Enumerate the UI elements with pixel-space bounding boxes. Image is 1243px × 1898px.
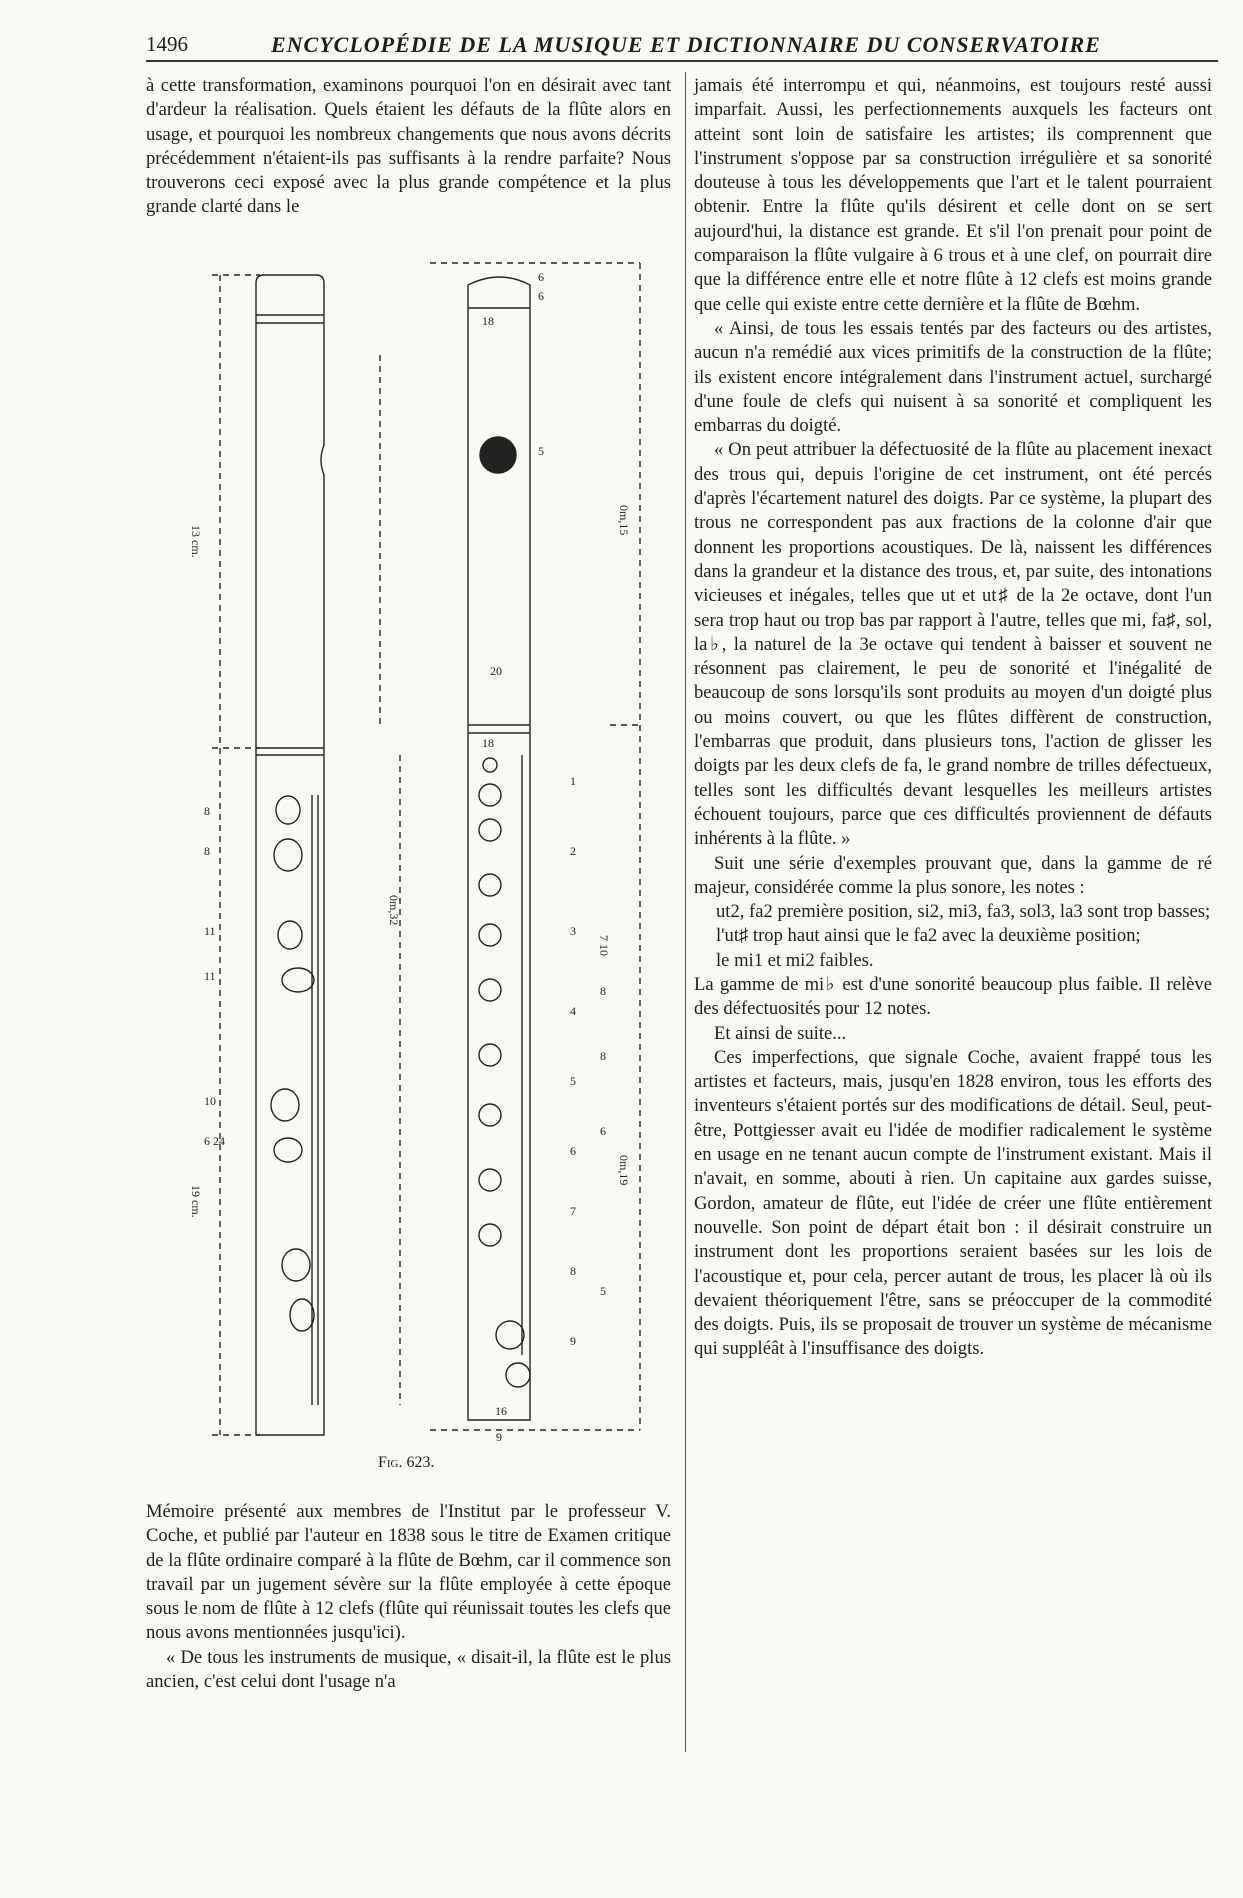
dimension-label: 10	[204, 1094, 216, 1108]
paragraph: Ces imperfections, que signale Coche, avaient frappé tous les artistes et facteurs, mais, jusqu'en 1828 environ, tous les efforts des inventeurs s'étaient portés sur des modifications de détail. Seul, peut-être, Pottgiesser avait eu l'idée de modifier radicalement le système en usage en ne tenant aucun compte de l'instrument existant. Mais il n'avait, en somme, abouti à rien. Un capitaine aux gardes suisse, Gordon, amateur de flûte, eut l'idée de créer une flûte entièrement nouvelle. Son point de départ était bon : il désirait construire un instrument dont les proportions seraient basées sur les lois de l'acoustique et, pour cela, percer autant de trous, les placer là où ils devaient théoriquement l'être, sans se préoccuper de la commodité des doigts. Puis, ils se proposait de trouver un système de mécanisme qui suppléât à l'insuffisance des doigts.	[694, 1046, 1212, 1360]
note-item: le mi1 et mi2 faibles.	[716, 949, 874, 971]
dimension-label: 11	[204, 969, 216, 983]
figure-caption: Fig. 623.	[378, 1454, 435, 1471]
note-item: l'ut♯ trop haut ainsi que le fa2 avec la deuxième position;	[716, 925, 1141, 947]
paragraph: Suit une série d'exemples prouvant que, dans la gamme de ré majeur, considérée comme la plus sonore, les notes :	[694, 852, 1212, 898]
dimension-label: 6	[538, 270, 544, 284]
dimension-label: 8	[204, 804, 210, 818]
flute-diagram	[189, 255, 670, 1450]
note-list	[694, 900, 1212, 973]
dimension-label: 0m,15	[617, 505, 631, 536]
dimension-label: 18	[482, 314, 494, 328]
hole-number: 9	[570, 1334, 576, 1348]
hole-number: 8	[570, 1264, 576, 1278]
paragraph: Mémoire présenté aux membres de l'Institut par le professeur V. Coche, et publié par l'auteur en 1838 sous le titre de Examen critique de la flûte ordinaire comparé à la flûte de Bœhm, car il commence son travail par un jugement sévère sur la flûte employée à cette époque sous le nom de flûte à 12 clefs (flûte qui réunissait toutes les clefs que nous avons mentionnées jusqu'ici).	[146, 1501, 671, 1644]
paragraph: jamais été interrompu et qui, néanmoins, est toujours resté aussi imparfait. Aussi, les perfectionnements auxquels les facteurs ont atteint sont loin de satisfaire les artistes; ils comprennent que l'instrument s'oppose par sa construction irrégulière et sa sonorité douteuse à tous les développements que l'art et le talent pourraient obtenir. Entre la flûte qu'ils désirent et celle dont on se sert aujourd'hui, la distance est grande. Et s'il l'on prenait pour point de comparaison la flûte vulgaire à 6 trous et à une clef, on pourrait dire que la différence entre elle et notre flûte à 12 clefs est moins grande que celle qui existe entre cette dernière et la flûte de Bœhm.	[694, 75, 1212, 315]
running-title: ENCYCLOPÉDIE DE LA MUSIQUE ET DICTIONNAIRE DU CONSERVATOIRE	[271, 32, 1101, 57]
dimension-label: 8	[600, 984, 606, 998]
dimension-label: 5	[538, 444, 544, 458]
dimension-19cm: 19 cm.	[189, 1185, 203, 1218]
dimension-label: 6 24	[204, 1134, 225, 1148]
left-flute-keys	[271, 795, 318, 1405]
hole-number: 4	[570, 1004, 576, 1018]
dimension-label: 20	[490, 664, 502, 678]
paragraph: La gamme de mi♭ est d'une sonorité beaucoup plus faible. Il relève des défectuosités pour 12 notes.	[694, 973, 1212, 1020]
paragraph: « On peut attribuer la défectuosité de la flûte au placement inexact des trous qui, depuis l'origine de cet instrument, ont été percés d'après l'écartement naturel des doigts. Par ce système, la plupart des trous ne correspondent pas aux fractions de la colonne d'air que donnent les proportions acoustiques. De là, naissent les différences dans la grandeur et la distance des trous, et, par suite, des intonations vicieuses et inégales, telles que ut et ut♯ de la 2e octave, dont l'un sera trop haut ou trop bas par rapport à l'autre, telles que mi, fa♯, sol, la♭, la naturel de la 3e octave qui tendent à baisser et souvent ne résonnent pas clairement, le peu de sonorité et l'inégalité de beaucoup de sons lorsqu'ils sont produits au moyen d'un doigté plus ou moins couvert, ou que les flûtes diffèrent de construction, l'embarras que produit, dans plusieurs tons, l'action de glisser les doigts par les deux clefs de fa, le grand nombre de trilles défectueux, telles sont les difficultés devant lesquelles les meilleurs artistes échouent toujours, parce que ces difficultés proviennent de défauts inhérents à la flûte. »	[694, 439, 1212, 850]
left-flute-body	[256, 275, 324, 1435]
paragraph: à cette transformation, examinons pourquoi l'on en désirait avec tant d'ardeur la réalisation. Quels étaient les défauts de la flûte alors en usage, et pourquoi les nombreux changements que nous avons décrits précédemment n'étaient-ils pas suffisants à la rendre parfaite? Nous trouverons ceci exposé avec la plus grande compétence et la plus grande clarté dans le	[146, 75, 671, 218]
dimension-label: 16	[495, 1404, 507, 1418]
dimension-label: 7 10	[597, 935, 611, 956]
left-column-top	[146, 74, 671, 220]
running-header	[146, 30, 1218, 62]
dimension-label: 18	[482, 736, 494, 750]
hole-number: 2	[570, 844, 576, 858]
paragraph: « Ainsi, de tous les essais tentés par des facteurs ou des artistes, aucun n'a remédié aux vices primitifs de la construction de la flûte; ils existent encore intégralement dans l'instrument actuel, surchargé d'une foule de clefs qui nuisent à sa sonorité et compliquent les embarras du doigté.	[694, 317, 1212, 437]
right-flute-keys	[479, 755, 530, 1387]
hole-number: 6	[570, 1144, 576, 1158]
dimension-label: 9	[496, 1430, 502, 1444]
flute-figure	[189, 255, 670, 1450]
hole-number: 3	[570, 924, 576, 938]
column-divider	[685, 72, 686, 1752]
paragraph: « De tous les instruments de musique, « disait-il, la flûte est le plus ancien, c'est celui dont l'usage n'a	[146, 1646, 671, 1693]
dimension-label: 0m,19	[617, 1155, 631, 1186]
dimension-label: 8	[204, 844, 210, 858]
dimension-13cm: 13 cm.	[189, 525, 203, 558]
paragraph: Et ainsi de suite...	[714, 1022, 847, 1044]
note-item: ut2, fa2 première position, si2, mi3, fa3, sol3, la3 sont trop basses;	[716, 901, 1211, 923]
page-number: 1496	[146, 32, 188, 56]
hole-number: 7	[570, 1204, 576, 1218]
dimension-label: 5	[600, 1284, 606, 1298]
dimension-label: 8	[600, 1049, 606, 1063]
dimension-label: 0m,32	[387, 895, 401, 926]
right-column	[694, 74, 1212, 1362]
dimension-label: 6	[538, 289, 544, 303]
hole-number: 5	[570, 1074, 576, 1088]
dimension-label: 11	[204, 924, 216, 938]
embouchure-hole	[480, 437, 516, 473]
dimension-label: 6	[600, 1124, 606, 1138]
hole-number: 1	[570, 774, 576, 788]
left-column-bottom	[146, 1500, 671, 1694]
